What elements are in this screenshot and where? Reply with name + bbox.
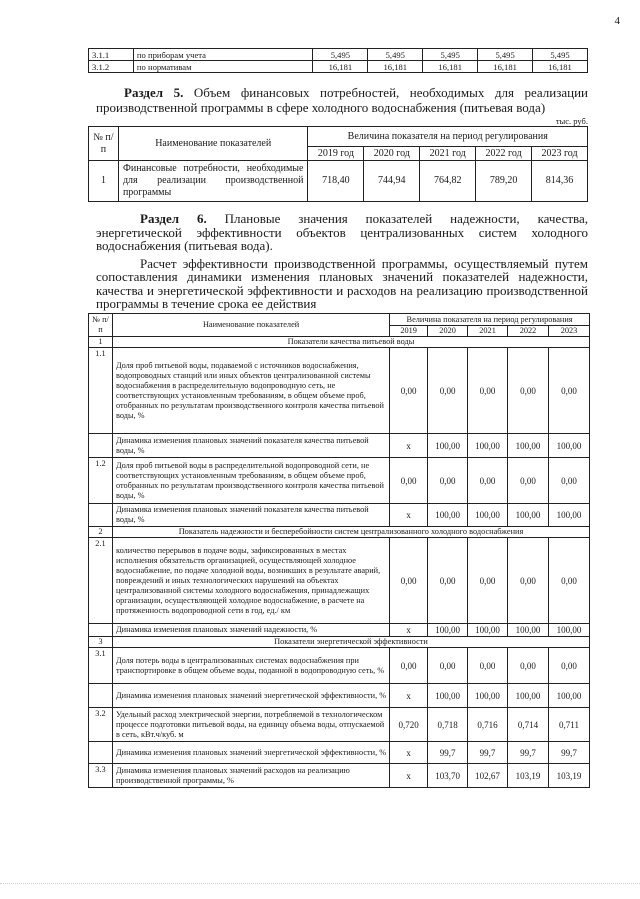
top-row-value: 5,495 <box>533 49 588 61</box>
top-table-row <box>89 61 588 73</box>
indicator-num: 1.2 <box>89 458 113 504</box>
top-row-num: 3.1.2 <box>89 61 134 73</box>
indicator-value: х <box>390 684 428 708</box>
t5-year-header: 2022 год <box>476 147 532 161</box>
indicator-num <box>89 504 113 527</box>
indicator-value: 0,00 <box>548 458 589 504</box>
indicator-value: 100,00 <box>548 434 589 458</box>
indicator-value: 100,00 <box>428 434 468 458</box>
t6-year-header: 2021 <box>468 326 508 337</box>
t6-year-header: 2019 <box>390 326 428 337</box>
indicator-value: 100,00 <box>508 504 549 527</box>
indicator-value: 103,70 <box>428 764 468 788</box>
indicator-value: х <box>390 434 428 458</box>
t6-header-name: Наименование показателей <box>112 314 389 337</box>
indicator-value: 100,00 <box>428 684 468 708</box>
indicator-row <box>89 458 590 504</box>
t5-year-header: 2023 год <box>532 147 588 161</box>
section5-title: Раздел 5. <box>124 85 184 100</box>
section6-title: Раздел 6. <box>140 211 207 226</box>
top-row-value: 16,181 <box>313 61 368 73</box>
section6-text-block <box>96 212 588 311</box>
indicator-value: х <box>390 742 428 764</box>
indicator-num: 2.1 <box>89 538 113 624</box>
t6-header-num: № п/п <box>89 314 113 337</box>
t6-year-header: 2022 <box>508 326 549 337</box>
top-row-value: 5,495 <box>313 49 368 61</box>
group-num: 1 <box>89 337 113 348</box>
indicator-value: 0,00 <box>468 648 508 684</box>
indicator-value: 100,00 <box>548 504 589 527</box>
t5-row-num: 1 <box>89 161 119 202</box>
indicators-table <box>88 313 590 788</box>
t6-header-period: Величина показателя на период регулирования <box>390 314 590 326</box>
indicator-value: 0,00 <box>428 348 468 434</box>
indicator-value: 0,00 <box>390 538 428 624</box>
indicator-value: 100,00 <box>508 434 549 458</box>
indicator-value: 0,716 <box>468 708 508 742</box>
t5-value: 764,82 <box>420 161 476 202</box>
indicator-value: 103,19 <box>508 764 549 788</box>
t5-year-header: 2021 год <box>420 147 476 161</box>
indicator-num <box>89 684 113 708</box>
group-title: Показатели энергетической эффективности <box>112 637 589 648</box>
top-row-value: 16,181 <box>533 61 588 73</box>
indicator-value: 102,67 <box>468 764 508 788</box>
indicator-value: 0,00 <box>390 458 428 504</box>
indicator-row <box>89 504 590 527</box>
indicator-value: 0,00 <box>390 348 428 434</box>
t6-year-header: 2020 <box>428 326 468 337</box>
section6-paragraph: Расчет эффективности производственной программы, осуществляемый путем сопоставления динамики изменения плановых значений показателей надежности, качества и энергетической эффективности и расходов на реализацию производственной программы в течение срока ее действия <box>96 255 588 311</box>
top-row-value: 5,495 <box>423 49 478 61</box>
indicator-row <box>89 708 590 742</box>
page-number: 4 <box>614 15 620 27</box>
indicator-value: 0,00 <box>428 538 468 624</box>
indicator-value: 0,00 <box>468 458 508 504</box>
top-row-name: по приборам учета <box>133 49 313 61</box>
t5-value: 789,20 <box>476 161 532 202</box>
indicator-name: Динамика изменения плановых значений надежности, % <box>112 624 389 637</box>
indicator-name: Динамика изменения плановых значений расходов на реализацию производственной программы, % <box>112 764 389 788</box>
indicator-value: 99,7 <box>468 742 508 764</box>
section5-table <box>88 126 588 202</box>
t5-value: 718,40 <box>308 161 364 202</box>
indicator-num: 3.3 <box>89 764 113 788</box>
indicator-value: х <box>390 504 428 527</box>
indicator-value: 100,00 <box>428 624 468 637</box>
indicator-row <box>89 648 590 684</box>
indicator-row <box>89 434 590 458</box>
top-table-row <box>89 49 588 61</box>
group-header-row <box>89 637 590 648</box>
t5-year-header: 2020 год <box>364 147 420 161</box>
indicator-name: Динамика изменения плановых значений энергетической эффективности, % <box>112 684 389 708</box>
indicator-value: 0,711 <box>548 708 589 742</box>
indicator-value: 100,00 <box>548 684 589 708</box>
indicator-value: 100,00 <box>468 624 508 637</box>
indicator-value: 0,00 <box>390 648 428 684</box>
indicator-row <box>89 764 590 788</box>
indicator-value: 100,00 <box>468 434 508 458</box>
indicator-value: 0,00 <box>508 348 549 434</box>
group-title: Показатель надежности и бесперебойности систем централизованного холодного водоснабжения <box>112 527 589 538</box>
t6-year-header: 2023 <box>548 326 589 337</box>
top-row-value: 5,495 <box>478 49 533 61</box>
top-row-name: по нормативам <box>133 61 313 73</box>
indicator-num <box>89 434 113 458</box>
indicator-value: 100,00 <box>468 684 508 708</box>
indicator-num <box>89 624 113 637</box>
indicator-value: 99,7 <box>508 742 549 764</box>
group-num: 2 <box>89 527 113 538</box>
indicator-name: Динамика изменения плановых значений энергетической эффективности, % <box>112 742 389 764</box>
top-row-num: 3.1.1 <box>89 49 134 61</box>
indicator-name: Динамика изменения плановых значений показателя качества питьевой воды, % <box>112 434 389 458</box>
indicator-value: 100,00 <box>508 624 549 637</box>
indicator-value: 0,00 <box>468 348 508 434</box>
section5-text: Объем финансовых потребностей, необходимых для реализации производственной программы в сфере холодного водоснабжения (питьевая вода) <box>96 85 588 115</box>
top-row-value: 5,495 <box>368 49 423 61</box>
indicator-value: 0,00 <box>508 458 549 504</box>
indicator-value: 0,00 <box>508 538 549 624</box>
t5-year-header: 2019 год <box>308 147 364 161</box>
indicator-value: 103,19 <box>548 764 589 788</box>
section6-heading <box>96 212 588 253</box>
indicator-value: 100,00 <box>468 504 508 527</box>
top-continuation-table <box>88 48 588 73</box>
indicator-row <box>89 684 590 708</box>
t5-header-num: № п/п <box>89 127 119 161</box>
indicator-name: Доля проб питьевой воды, подаваемой с источников водоснабжения, водопроводных станций или иных объектов централизованной системы водоснабжения в распределительную водопроводную сеть, не соответствующих установленным требованиям, в общем объеме проб, отобранных по результатам производственного контроля качества питьевой воды, % <box>112 348 389 434</box>
indicator-value: 99,7 <box>428 742 468 764</box>
indicator-value: 0,00 <box>428 648 468 684</box>
indicator-row <box>89 348 590 434</box>
indicator-name: Удельный расход электрической энергии, потребляемой в технологическом процессе подготовки питьевой воды, на единицу объема воды, отпускаемой в сеть, кВт.ч/куб. м <box>112 708 389 742</box>
indicator-value: 0,00 <box>428 458 468 504</box>
t5-header-period: Величина показателя на период регулирования <box>308 127 588 147</box>
indicator-value: 0,00 <box>548 348 589 434</box>
indicator-value: 100,00 <box>428 504 468 527</box>
t5-value: 744,94 <box>364 161 420 202</box>
group-title: Показатели качества питьевой воды <box>112 337 589 348</box>
top-row-value: 16,181 <box>423 61 478 73</box>
t5-value: 814,36 <box>532 161 588 202</box>
indicator-row <box>89 624 590 637</box>
indicator-value: 0,00 <box>548 648 589 684</box>
indicator-row <box>89 742 590 764</box>
group-header-row <box>89 337 590 348</box>
indicator-value: 0,00 <box>468 538 508 624</box>
group-header-row <box>89 527 590 538</box>
indicator-value: 0,718 <box>428 708 468 742</box>
t5-header-name: Наименование показателей <box>118 127 308 161</box>
indicator-value: х <box>390 764 428 788</box>
indicator-value: 0,00 <box>508 648 549 684</box>
group-num: 3 <box>89 637 113 648</box>
indicator-value: 0,00 <box>548 538 589 624</box>
indicator-value: х <box>390 624 428 637</box>
scan-edge-line <box>0 883 640 884</box>
indicator-num: 3.2 <box>89 708 113 742</box>
indicator-value: 100,00 <box>508 684 549 708</box>
indicator-value: 99,7 <box>548 742 589 764</box>
section6-text: Плановые значения показателей надежности, качества, энергетической эффективности объектов централизованных систем холодного водоснабжения (питьевая вода). <box>96 211 589 253</box>
t5-row-name: Финансовые потребности, необходимые для реализации производственной программы <box>118 161 308 202</box>
section5-unit: тыс. руб. <box>555 116 588 126</box>
indicator-name: Доля потерь воды в централизованных системах водоснабжения при транспортировке в общем объеме воды, поданной в водопроводную сеть, % <box>112 648 389 684</box>
section5-heading <box>96 85 588 115</box>
top-row-value: 16,181 <box>478 61 533 73</box>
indicator-num <box>89 742 113 764</box>
indicator-value: 0,714 <box>508 708 549 742</box>
indicator-num: 3.1 <box>89 648 113 684</box>
top-row-value: 16,181 <box>368 61 423 73</box>
indicator-name: Доля проб питьевой воды в распределительной водопроводной сети, не соответствующих установленным требованиям, в общем объеме проб, отобранных по результатам производственного контроля качества питьевой воды, % <box>112 458 389 504</box>
indicator-value: 100,00 <box>548 624 589 637</box>
indicator-num: 1.1 <box>89 348 113 434</box>
indicator-name: Динамика изменения плановых значений показателя качества питьевой воды, % <box>112 504 389 527</box>
indicator-name: количество перерывов в подаче воды, зафиксированных в местах исполнения обязательств организацией, осуществляющей холодное водоснабжение, по подаче холодной воды, возникших в результате аварий, повреждений и иных технологических нарушений на объектах централизованной системы холодного водоснабжения, принадлежащих организации, осуществляющей холодное водоснабжение, в расчете на протяженность водопроводной сети в год, ед./ км <box>112 538 389 624</box>
indicator-value: 0,720 <box>390 708 428 742</box>
indicator-row <box>89 538 590 624</box>
